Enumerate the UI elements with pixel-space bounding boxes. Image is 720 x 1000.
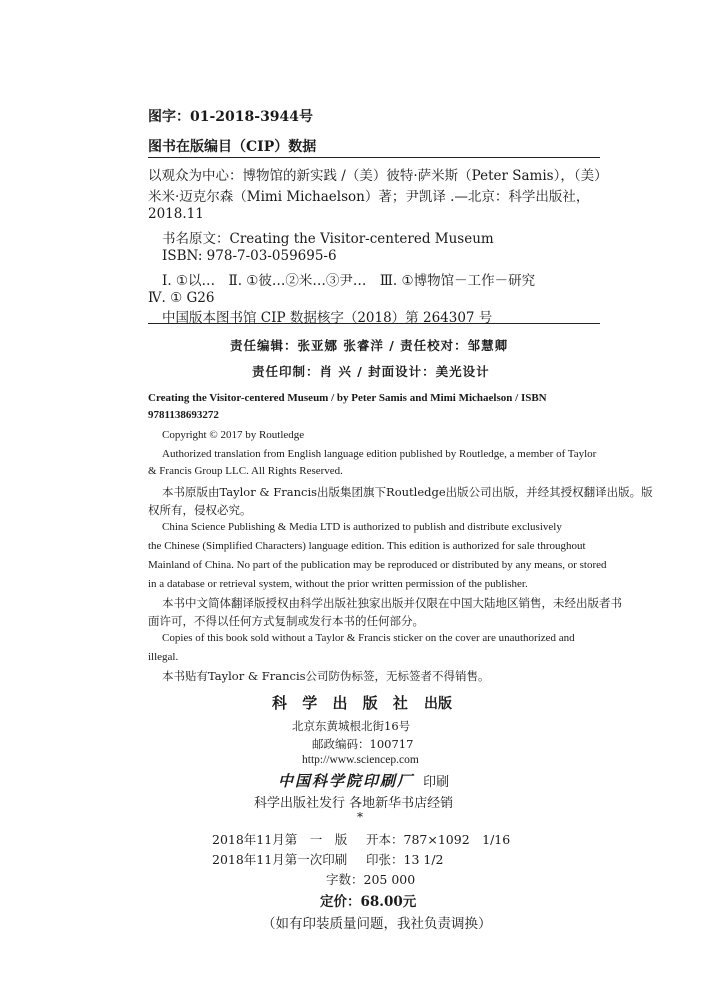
publisher-logo: 科 学 出 版 社 xyxy=(272,694,413,712)
publisher-line xyxy=(272,692,452,713)
format-info: 开本：787×1092 1/16 xyxy=(366,832,511,847)
cip-line: 中国版本图书馆 CIP 数据核字（2018）第 264307 号 xyxy=(162,310,493,326)
csp-rights-en: China Science Publishing & Media LTD is authorized to publish and distribute exclusively xyxy=(162,521,562,533)
printer-suffix: 印刷 xyxy=(423,775,450,790)
authorization-zh: 权所有，侵权必究。 xyxy=(148,503,252,517)
printer-line xyxy=(278,770,449,791)
cip-bottom-rule xyxy=(148,323,600,324)
publisher-url: http://www.sciencep.com xyxy=(302,754,419,766)
cip-line: 2018.11 xyxy=(148,206,204,222)
printing-info: 2018年11月第一次印刷 xyxy=(212,852,348,867)
word-count: 字数：205 000 xyxy=(326,872,416,887)
registration-number: 图字：01-2018-3944号 xyxy=(148,109,314,125)
publisher-address: 北京东黄城根北街16号 xyxy=(292,719,411,733)
edition-info: 2018年11月第 一 版 xyxy=(212,832,348,847)
csp-rights-zh: 面许可，不得以任何方式复制或发行本书的任何部分。 xyxy=(148,614,424,628)
sticker-notice-en: illegal. xyxy=(148,651,179,663)
cip-top-rule xyxy=(148,157,600,158)
english-citation-isbn: 9781138693272 xyxy=(148,409,219,421)
production-credits: 责任印制：肖 兴 / 封面设计：美光设计 xyxy=(252,364,490,379)
publisher-postcode: 邮政编码：100717 xyxy=(312,737,414,751)
cip-line: 书名原文：Creating the Visitor-centered Museum xyxy=(162,231,494,247)
authorization-en: & Francis Group LLC. All Rights Reserved. xyxy=(148,465,343,477)
cip-line: ISBN: 978-7-03-059695-6 xyxy=(162,248,337,264)
sheets-info: 印张：13 1/2 xyxy=(366,852,444,867)
cip-line: 以观众为中心：博物馆的新实践 /（美）彼特·萨米斯（Peter Samis），（美） xyxy=(148,168,608,184)
distribution-line: 科学出版社发行 各地新华书店经销 xyxy=(254,796,454,811)
english-citation: Creating the Visitor-centered Museum / by Peter Samis and Mimi Michaelson / ISBN xyxy=(148,392,547,404)
cip-line: 米米·迈克尔森（Mimi Michaelson）著；尹凯译 .—北京：科学出版社， xyxy=(148,189,590,205)
csp-rights-zh: 本书中文简体翻译版授权由科学出版社独家出版并仅限在中国大陆地区销售，未经出版者书 xyxy=(162,596,622,610)
separator-star: * xyxy=(357,810,363,824)
cip-line: Ⅳ. ① G26 xyxy=(148,290,215,306)
editor-credits: 责任编辑：张亚娜 张睿洋 / 责任校对：邹慧卿 xyxy=(230,338,509,353)
csp-rights-en: Mainland of China. No part of the publication may be reproduced or distributed by any means, or stored xyxy=(148,559,607,571)
sticker-notice-zh: 本书贴有Taylor & Francis公司防伪标签，无标签者不得销售。 xyxy=(162,669,490,683)
authorization-en: Authorized translation from English language edition published by Routledge, a member of Taylor xyxy=(162,448,597,460)
printer-logo: 中国科学院印刷厂 xyxy=(278,772,415,790)
quality-notice: （如有印装质量问题，我社负责调换） xyxy=(262,916,492,932)
copyright-notice: Copyright © 2017 by Routledge xyxy=(162,429,305,441)
cip-line: Ⅰ. ①以… Ⅱ. ①彼…②米…③尹… Ⅲ. ①博物馆－工作－研究 xyxy=(162,273,536,289)
csp-rights-en: in a database or retrieval system, without the prior written permission of the publisher. xyxy=(148,578,528,590)
csp-rights-en: the Chinese (Simplified Characters) language edition. This edition is authorized for sale throughout xyxy=(148,540,586,552)
publisher-suffix: 出版 xyxy=(423,696,452,712)
sticker-notice-en: Copies of this book sold without a Taylor & Francis sticker on the cover are unauthorized and xyxy=(162,632,575,644)
price: 定价：68.00元 xyxy=(320,894,417,910)
cip-title: 图书在版编目（CIP）数据 xyxy=(148,139,317,155)
authorization-zh: 本书原版由Taylor & Francis出版集团旗下Routledge出版公司出版，并经其授权翻译出版。版 xyxy=(162,485,653,499)
